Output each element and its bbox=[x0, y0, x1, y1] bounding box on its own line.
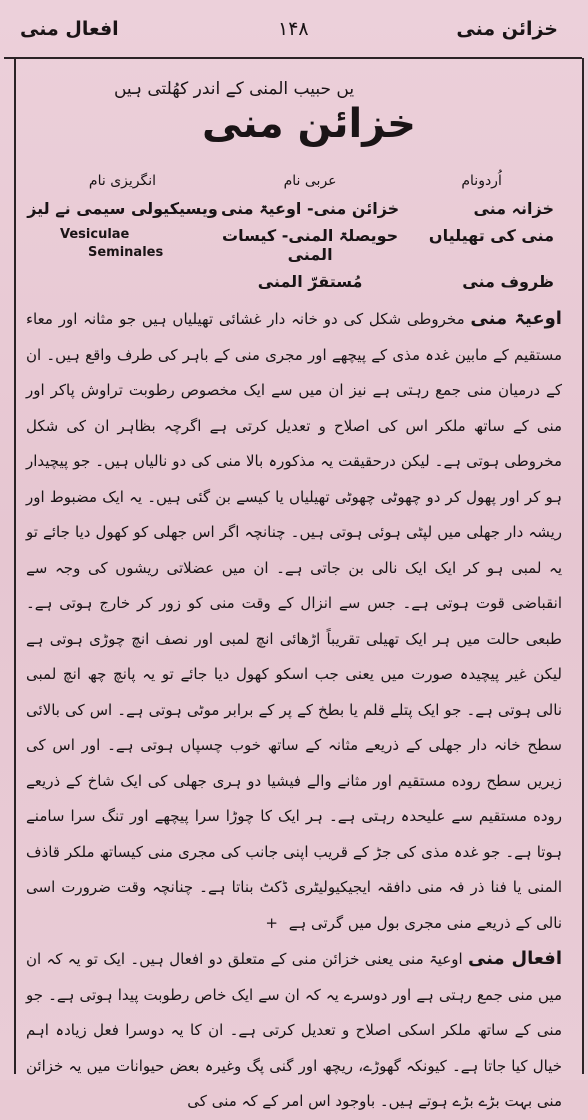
urdu-name-cell: خزانہ منی bbox=[473, 199, 554, 218]
urdu-name-cell: منی کی تھیلیاں bbox=[428, 226, 554, 245]
paragraph-vesicles bbox=[26, 301, 562, 941]
names-row bbox=[26, 268, 562, 295]
latin-name-cell bbox=[26, 222, 219, 268]
names-row bbox=[26, 222, 562, 268]
urdu-name-cell: ظروف منی bbox=[462, 272, 554, 291]
paragraph-body: مخروطی شکل کی دو خانہ دار غشائی تھیلیاں ہیں جو مثانہ اور معاء مستقیم کے مابین غدہ مذی کے پیچھے اور مجری منی کے باہر کی طرف واقع ہیں۔ ان کے درمیان منی جمع رہتی ہے نیز ان میں سے ایک مخصوص رطوبت تراوش پاکر اور منی کے ساتھ ملکر اس کی اصلاح و تعدیل کرتی ہے اگرچہ بظاہر ان کی شکل مخروطی ہوتی ہے۔ لیکن درحقیقت یہ مذکورہ بالا منی کی دو نالیاں ہیں۔ جو پیچیدار ہو کر اور پھول کر دو چھوٹی چھوٹی تھیلیاں یا کیسے بن گئی ہیں۔ یہ ایک مضبوط اور ریشہ دار جھلی میں لپٹی ہوئی ہوتی ہیں۔ چنانچہ اگر اس جھلی کو کھول دیا جائے تو یہ لمبی ہو کر ایک ایک نالی بن جاتی ہے۔ ان میں عضلاتی ریشوں کی وجہ سے انقباضی قوت ہوتی ہے۔ جس سے انزال کے وقت منی کو زور کر خارج ہوتی ہے۔ طبعی حالت میں ہر ایک تھیلی تقریباً اڑھائی انچ لمبی اور نصف انچ چوڑی ہوتی ہے لیکن غیر پیچیدہ صورت میں یعنی جب اسکو کھول دیا جائے تو یہ پانچ چھ انچ لمبی نالی ہوتی ہے۔ جو ایک پتلے قلم یا بطخ کے پر کے برابر موٹی ہوتی ہے۔ اس کی بالائی سطح خانہ دار جھلی کے ذریعے مثانہ کے ساتھ خوب چسپاں ہوتی ہے۔ اور اس کی زیریں سطح روده مستقیم اور مثانے والے فیشیا دو ہری جھلی کی ایک شاخ کے ذریعے روده مستقیم سے علیحدہ رہتی ہے۔ ہر ایک کا چوڑا سرا پیچھے اور تنگ سرا سامنے ہوتا ہے۔ جو غدہ مذی کی جڑ کے قریب اپنی جانب کی مجری منی کیساتھ ملکر قاذف المنی یا فنا ذر فہ منی دافقہ ایجیکیولیٹری ڈکٹ بناتا ہے۔ چنانچہ وقت ضرورت اسی نالی کے ذریعے منی مجری بول میں گرتی ہے bbox=[26, 310, 562, 932]
arabic-name-cell: مُستقرّ المنی bbox=[257, 272, 363, 291]
header-urdu-name: اُردونام bbox=[461, 173, 502, 189]
paragraph-body: اوعیۃ منی یعنی خزائن منی کے متعلق دو افعال ہیں۔ ایک تو یہ کہ ان میں منی جمع رہتی ہے اور دوسرے یہ کہ ان سے ایک خاص رطوبت پیدا ہوتی ہے۔ جو منی کے ساتھ ملکر اسکی اصلاح و تعدیل کرتی ہے۔ ان کا یہ دوسرا فعل زیادہ اہم خیال کیا جاتا ہے۔ کیونکہ گھوڑے، ریچھ اور گنی پگ وغیرہ بعض حیوانات میں یہ خزائن منی بہت بڑے بڑے ہوتے ہیں۔ باوجود اس امر کے کہ منی کی bbox=[26, 950, 562, 1110]
header-arabic-name: عربی نام bbox=[283, 173, 337, 189]
running-head-left: افعال منی bbox=[20, 18, 119, 40]
paragraph-lead-term: افعال منی bbox=[467, 948, 562, 969]
body-text bbox=[26, 301, 562, 1120]
latin-name-line2: Seminales bbox=[88, 245, 164, 260]
plus-mark: + bbox=[265, 913, 278, 932]
page-number: ۱۴۸ bbox=[278, 18, 309, 40]
names-table bbox=[26, 169, 562, 295]
names-row bbox=[26, 195, 562, 222]
header-english-name: انگریزی نام bbox=[88, 173, 157, 189]
arabic-name-cell: خزائن منی- اوعیۃ منی bbox=[220, 199, 400, 218]
section-title: خزائن منی bbox=[202, 101, 416, 147]
running-head-right: خزائن منی bbox=[456, 18, 558, 40]
english-name-cell: ویسیکیولی سیمی نے لیز bbox=[27, 199, 218, 218]
latin-name bbox=[26, 226, 219, 262]
page-content bbox=[26, 70, 562, 1120]
names-header-row bbox=[26, 169, 562, 195]
arabic-name-cell: حویصلۃ المنی- کیسات المنی bbox=[222, 226, 399, 264]
latin-name-line1: Vesiculae bbox=[60, 227, 130, 242]
intro-line: یں حبیب المنی کے اندر کھُلتی ہیں bbox=[113, 79, 355, 99]
paragraph-functions bbox=[26, 941, 562, 1120]
paragraph-lead-term: اوعیۃ منی bbox=[470, 308, 562, 329]
english-name-cell bbox=[26, 268, 219, 295]
page-header bbox=[20, 18, 568, 48]
